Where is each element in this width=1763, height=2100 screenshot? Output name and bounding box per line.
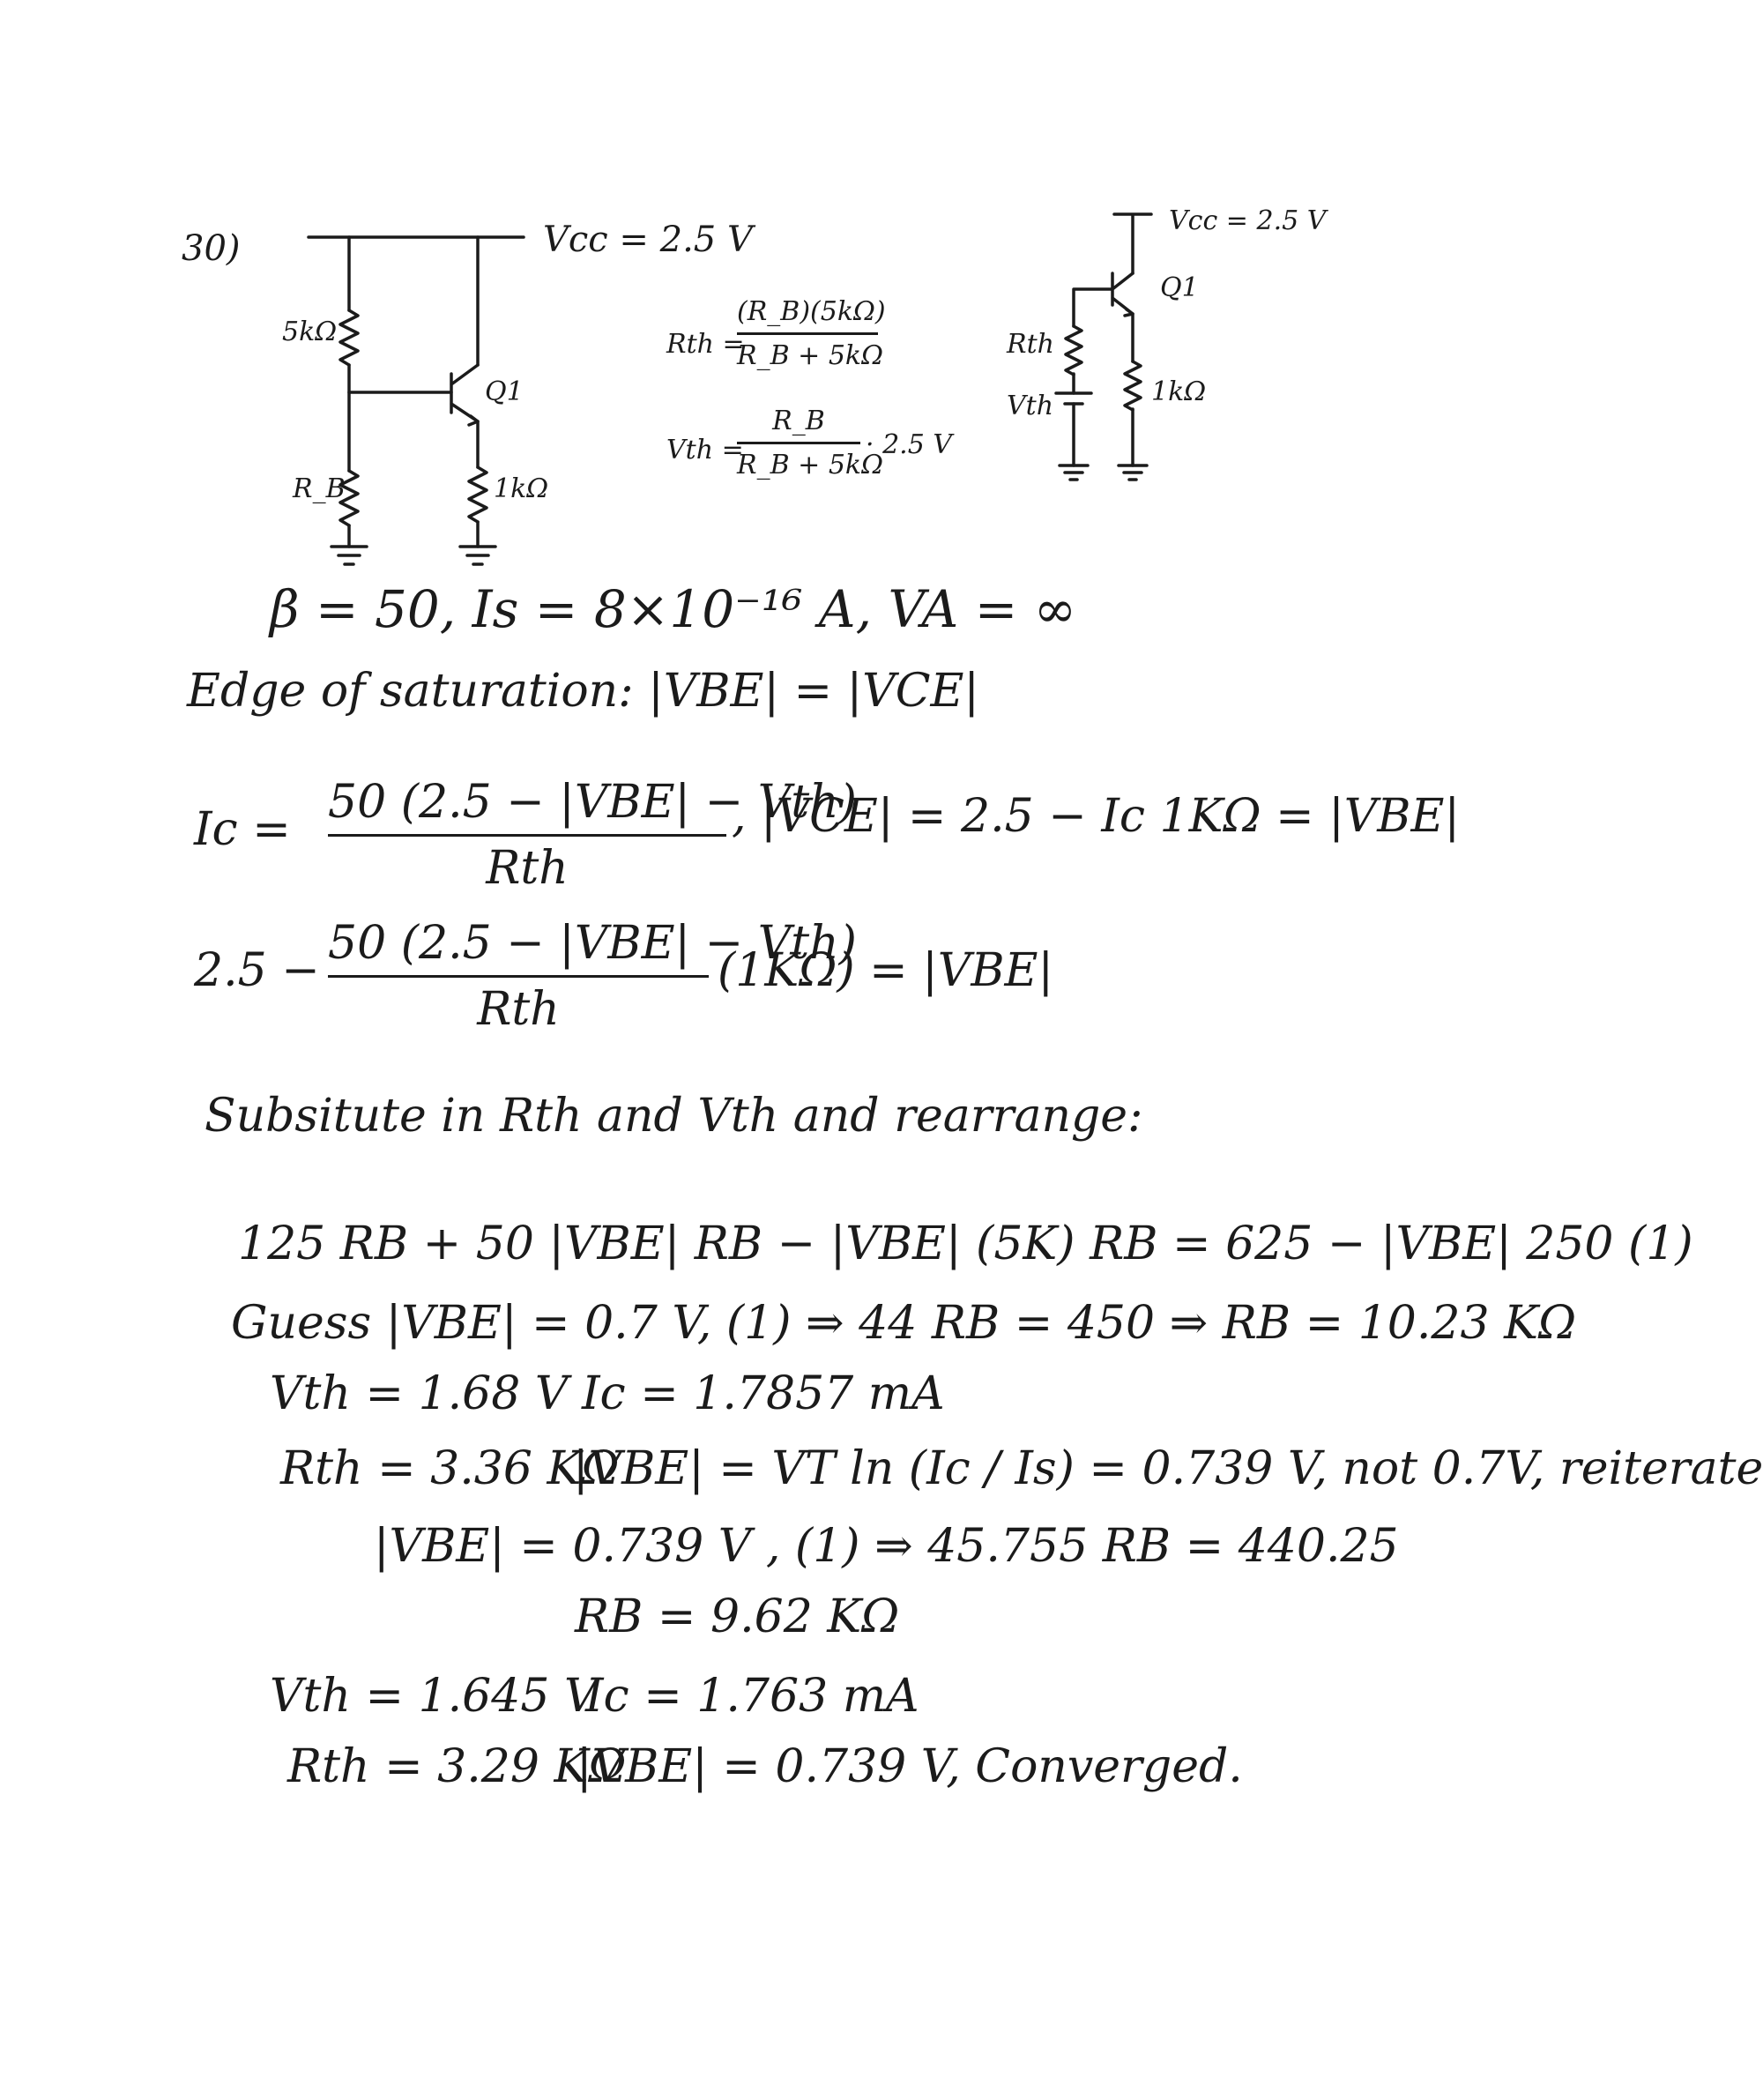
rc-label-left: 1kΩ — [494, 473, 549, 504]
transistor-label-right: Q1 — [1160, 272, 1199, 303]
resistor-1k-symbol — [469, 467, 487, 522]
rb-label: R_B — [293, 473, 346, 504]
iter1-rth: Rth = 3.36 KΩ — [280, 1442, 620, 1495]
rth-denominator: R_B + 5kΩ — [737, 340, 883, 371]
substitute-instruction: Subsitute in Rth and Vth and rearrange: — [205, 1090, 1143, 1143]
resistor-1k-right-symbol — [1125, 361, 1141, 410]
edge-of-saturation-condition: Edge of saturation: |VBE| = |VCE| — [187, 665, 979, 718]
eq2-rhs: (1KΩ) = |VBE| — [718, 944, 1054, 997]
iter1-ic: Ic = 1.7857 mA — [582, 1367, 945, 1420]
device-parameters: β = 50, Is = 8×10⁻¹⁶ A, VA = ∞ — [270, 579, 1077, 639]
battery-vth-icon — [1056, 393, 1091, 404]
eq1-numerator: 50 (2.5 − |VBE| − Vth) — [328, 776, 857, 829]
transistor-q1-right-icon — [1112, 273, 1133, 316]
resistor-rth-symbol — [1066, 326, 1082, 375]
eq2-lhs: 2.5 − — [194, 944, 320, 997]
vcc-label-left: Vcc = 2.5 V — [543, 220, 753, 260]
eq1-fraction — [328, 776, 857, 895]
iter2-rb: RB = 9.62 KΩ — [575, 1590, 900, 1643]
vth-multiplier: · 2.5 V — [866, 429, 952, 460]
eq1-denominator: Rth — [486, 842, 569, 895]
vcc-stub-right — [1114, 214, 1151, 273]
ground-emitter-icon — [1119, 465, 1147, 480]
resistor-5k-symbol — [340, 310, 358, 365]
r-top-label: 5kΩ — [282, 316, 338, 347]
iter2-rth: Rth = 3.29 KΩ — [287, 1740, 627, 1793]
transistor-label-left: Q1 — [485, 376, 524, 407]
eq1-lhs: Ic = — [194, 803, 291, 856]
ground-right-icon — [460, 547, 495, 564]
second-guess-line: |VBE| = 0.739 V , (1) ⇒ 45.755 RB = 440.25 — [374, 1520, 1399, 1573]
vth-denominator: R_B + 5kΩ — [737, 450, 883, 480]
vth-fraction — [737, 406, 883, 480]
transistor-q1-icon — [451, 365, 478, 425]
ground-left-icon — [331, 547, 367, 564]
ground-thevenin-icon — [1060, 465, 1088, 480]
eq1-rhs: , |VCE| = 2.5 − Ic 1KΩ = |VBE| — [732, 790, 1460, 843]
iter1-vbe-check: |VBE| = VT ln (Ic / Is) = 0.739 V, not 0.7V, reiterate — [573, 1442, 1763, 1495]
eq2-numerator: 50 (2.5 − |VBE| − Vth) — [328, 917, 857, 970]
eq2-fraction — [328, 917, 857, 1036]
rth-fraction — [737, 296, 886, 371]
rc-label-right: 1kΩ — [1151, 376, 1207, 407]
rth-label-right: Rth — [1007, 329, 1054, 360]
iter2-vth: Vth = 1.645 V — [270, 1670, 598, 1723]
vth-lhs: Vth = — [666, 435, 744, 465]
rearranged-equation: 125 RB + 50 |VBE| RB − |VBE| (5K) RB = 625 − |VBE| 250 (1) — [238, 1218, 1693, 1270]
vcc-label-right: Vcc = 2.5 V — [1169, 205, 1327, 236]
rth-numerator: (R_B)(5kΩ) — [737, 296, 886, 327]
first-guess-line: Guess |VBE| = 0.7 V, (1) ⇒ 44 RB = 450 ⇒ RB = 10.23 KΩ — [231, 1297, 1577, 1350]
problem-number: 30) — [182, 228, 241, 269]
iter2-ic: Ic = 1.763 mA — [585, 1670, 919, 1723]
eq2-denominator: Rth — [477, 983, 560, 1036]
iter1-vth: Vth = 1.68 V — [270, 1367, 569, 1420]
converged-line: |VBE| = 0.739 V, Converged. — [577, 1740, 1243, 1793]
rth-lhs: Rth = — [666, 329, 745, 360]
vth-label-right: Vth — [1007, 391, 1054, 421]
thevenin-base-wire — [1074, 289, 1112, 326]
vth-numerator: R_B — [772, 406, 825, 436]
